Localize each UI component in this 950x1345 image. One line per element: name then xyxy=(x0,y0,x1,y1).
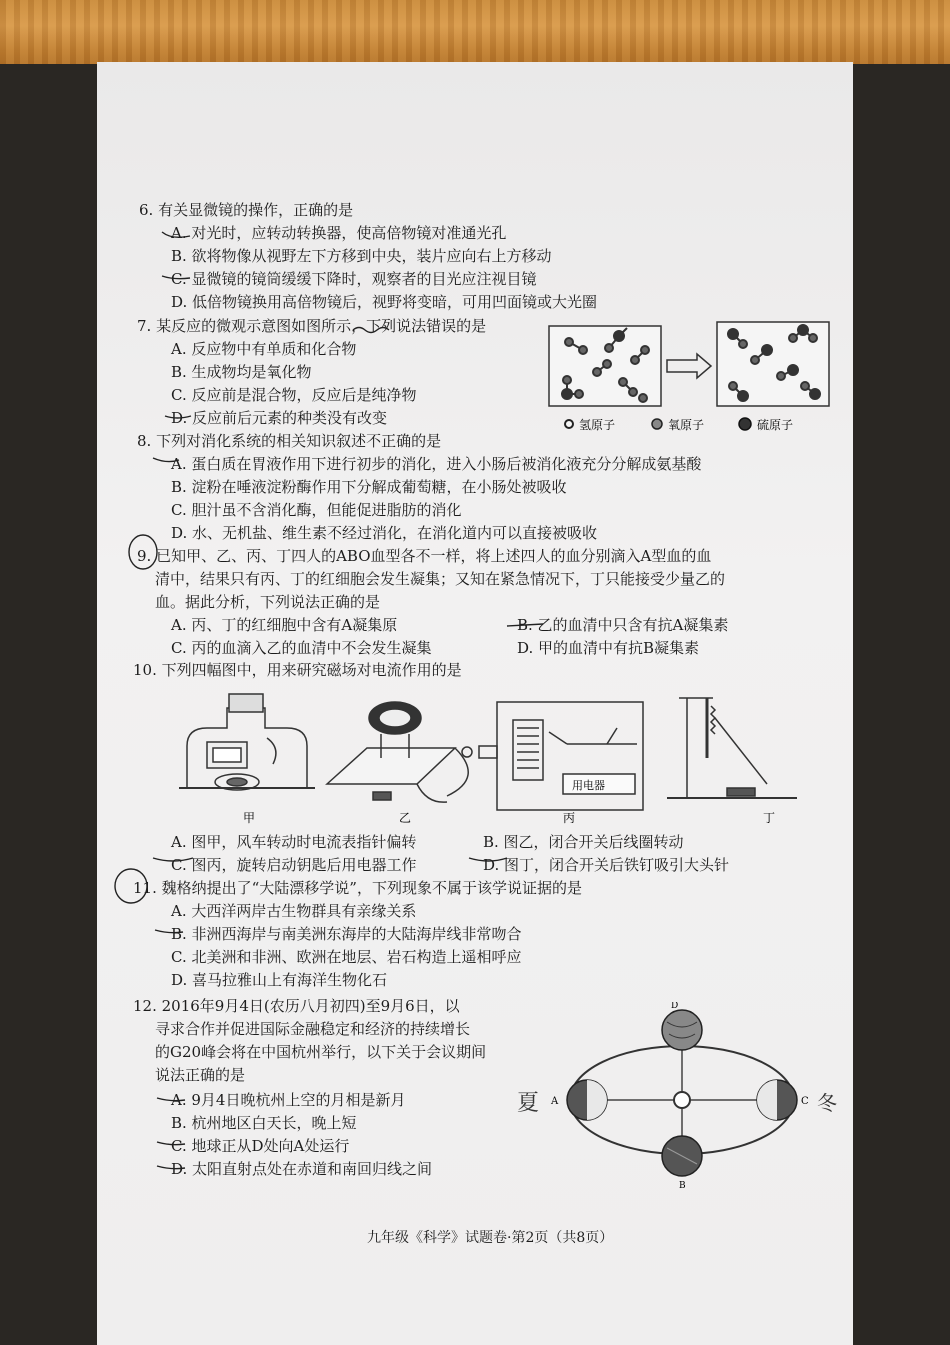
earth-d-icon xyxy=(662,1010,702,1050)
q11-option-a: A. 大西洋两岸古生物群具有亲缘关系 xyxy=(171,902,417,920)
q6-option-d: D. 低倍物镜换用高倍物镜后，视野将变暗，可用凹面镜或大光圈 xyxy=(171,293,598,311)
caption-bing: 丙 xyxy=(563,811,576,825)
q9-stem-line-2: 清中，结果只有丙、丁的红细胞会发生凝集；又知在紧急情况下，丁只能接受少量乙的 xyxy=(155,570,726,588)
q6-option-c: C. 显微镜的镜筒缓缓下降时，观察者的目光应注视目镜 xyxy=(171,270,537,288)
q9-option-b: B. 乙的血清中只含有抗A凝集素 xyxy=(517,616,729,634)
earth-c-icon xyxy=(757,1080,797,1120)
legend-oxygen: 氧原子 xyxy=(668,418,705,432)
legend-hydrogen: 氢原子 xyxy=(579,418,616,432)
figure-yi xyxy=(327,702,468,802)
orbit-label-a: A xyxy=(551,1096,559,1107)
handwritten-winter: 冬 xyxy=(817,1091,837,1115)
q8-stem: 8. 下列对消化系统的相关知识叙述不正确的是 xyxy=(137,432,442,450)
page-footer: 九年级《科学》试题卷·第2页（共8页） xyxy=(367,1230,614,1246)
q12-option-b: B. 杭州地区白天长，晚上短 xyxy=(171,1114,357,1132)
handwritten-summer: 夏 xyxy=(517,1091,540,1116)
caption-jia: 甲 xyxy=(243,811,256,825)
q8-option-c: C. 胆汁虽不含消化酶，但能促进脂肪的消化 xyxy=(171,501,462,519)
q10-option-a: A. 图甲，风车转动时电流表指针偏转 xyxy=(171,833,417,851)
orbit-label-b: B xyxy=(679,1181,686,1191)
orbit-label-c: C xyxy=(801,1096,809,1107)
figure-ding xyxy=(667,698,797,798)
earth-b-icon xyxy=(662,1136,702,1176)
orbit-label-d: D xyxy=(671,1002,679,1011)
caption-ding: 丁 xyxy=(763,811,776,825)
q7-option-c: C. 反应前是混合物，反应后是纯净物 xyxy=(171,386,417,404)
device-label: 用电器 xyxy=(572,779,605,792)
q7-option-b: B. 生成物均是氧化物 xyxy=(171,363,312,381)
q8-option-d: D. 水、无机盐、维生素不经过消化，在消化道内可以直接被吸收 xyxy=(171,524,598,542)
reaction-diagram xyxy=(547,320,837,435)
q10-option-d: D. 图丁，闭合开关后铁钉吸引大头针 xyxy=(483,856,730,874)
q9-option-d: D. 甲的血清中有抗B凝集素 xyxy=(517,639,700,657)
q9-option-a: A. 丙、丁的红细胞中含有A凝集原 xyxy=(171,616,398,634)
earth-orbit-diagram xyxy=(517,1002,847,1192)
q12-stem-line-2: 寻求合作并促进国际金融稳定和经济的持续增长 xyxy=(155,1020,471,1038)
q11-option-c: C. 北美洲和非洲、欧洲在地层、岩石构造上遥相呼应 xyxy=(171,948,522,966)
sun-icon xyxy=(674,1092,690,1108)
caption-yi: 乙 xyxy=(399,811,412,825)
legend-sulfur: 硫原子 xyxy=(757,418,794,432)
q7-option-d: D. 反应前后元素的种类没有改变 xyxy=(171,409,388,427)
sulfur-legend-icon xyxy=(739,418,751,430)
q8-option-a: A. 蛋白质在胃液作用下进行初步的消化，进入小肠后被消化液充分分解成氨基酸 xyxy=(171,455,702,473)
q6-option-b: B. 欲将物像从视野左下方移到中央，装片应向右上方移动 xyxy=(171,247,552,265)
q10-option-b: B. 图乙，闭合开关后线圈转动 xyxy=(483,833,684,851)
figure-jia xyxy=(179,694,315,790)
q11-option-d: D. 喜马拉雅山上有海洋生物化石 xyxy=(171,971,388,989)
q9-stem-line-1: 9. 已知甲、乙、丙、丁四人的ABO血型各不一样，将上述四人的血分别滴入A型血的血 xyxy=(137,547,712,565)
q12-option-d: D. 太阳直射点处在赤道和南回归线之间 xyxy=(171,1160,433,1178)
q12-option-a: A. 9月4日晚杭州上空的月相是新月 xyxy=(171,1091,406,1109)
hydrogen-legend-icon xyxy=(565,420,573,428)
q10-option-c: C. 图丙，旋转启动钥匙后用电器工作 xyxy=(171,856,417,874)
q12-stem-line-1: 12. 2016年9月4日(农历八月初四)至9月6日，以 xyxy=(133,997,460,1015)
q11-stem: 11. 魏格纳提出了“大陆漂移学说”，下列现象不属于该学说证据的是 xyxy=(133,879,582,897)
q8-option-b: B. 淀粉在唾液淀粉酶作用下分解成葡萄糖，在小肠处被吸收 xyxy=(171,478,567,496)
q7-stem: 7. 某反应的微观示意图如图所示，下列说法错误的是 xyxy=(137,317,487,335)
q10-figures xyxy=(167,688,817,828)
oxygen-legend-icon xyxy=(652,419,662,429)
q9-option-c: C. 丙的血滴入乙的血清中不会发生凝集 xyxy=(171,639,432,657)
earth-a-icon xyxy=(567,1080,607,1120)
q6-option-a: A. 对光时，应转动转换器，使高倍物镜对准通光孔 xyxy=(171,224,507,242)
q6-stem: 6. 有关显微镜的操作，正确的是 xyxy=(139,201,354,219)
q12-option-c: C. 地球正从D处向A处运行 xyxy=(171,1137,350,1155)
wooden-table-background xyxy=(0,0,950,64)
q10-stem: 10. 下列四幅图中，用来研究磁场对电流作用的是 xyxy=(133,661,462,679)
q7-option-a: A. 反应物中有单质和化合物 xyxy=(171,340,357,358)
figure-bing xyxy=(462,702,643,810)
q9-stem-line-3: 血。据此分析，下列说法正确的是 xyxy=(155,593,381,611)
q12-stem-line-4: 说法正确的是 xyxy=(155,1066,246,1084)
exam-paper xyxy=(97,62,853,1345)
q11-option-b: B. 非洲西海岸与南美洲东海岸的大陆海岸线非常吻合 xyxy=(171,925,522,943)
q12-stem-line-3: 的G20峰会将在中国杭州举行，以下关于会议期间 xyxy=(155,1043,487,1061)
